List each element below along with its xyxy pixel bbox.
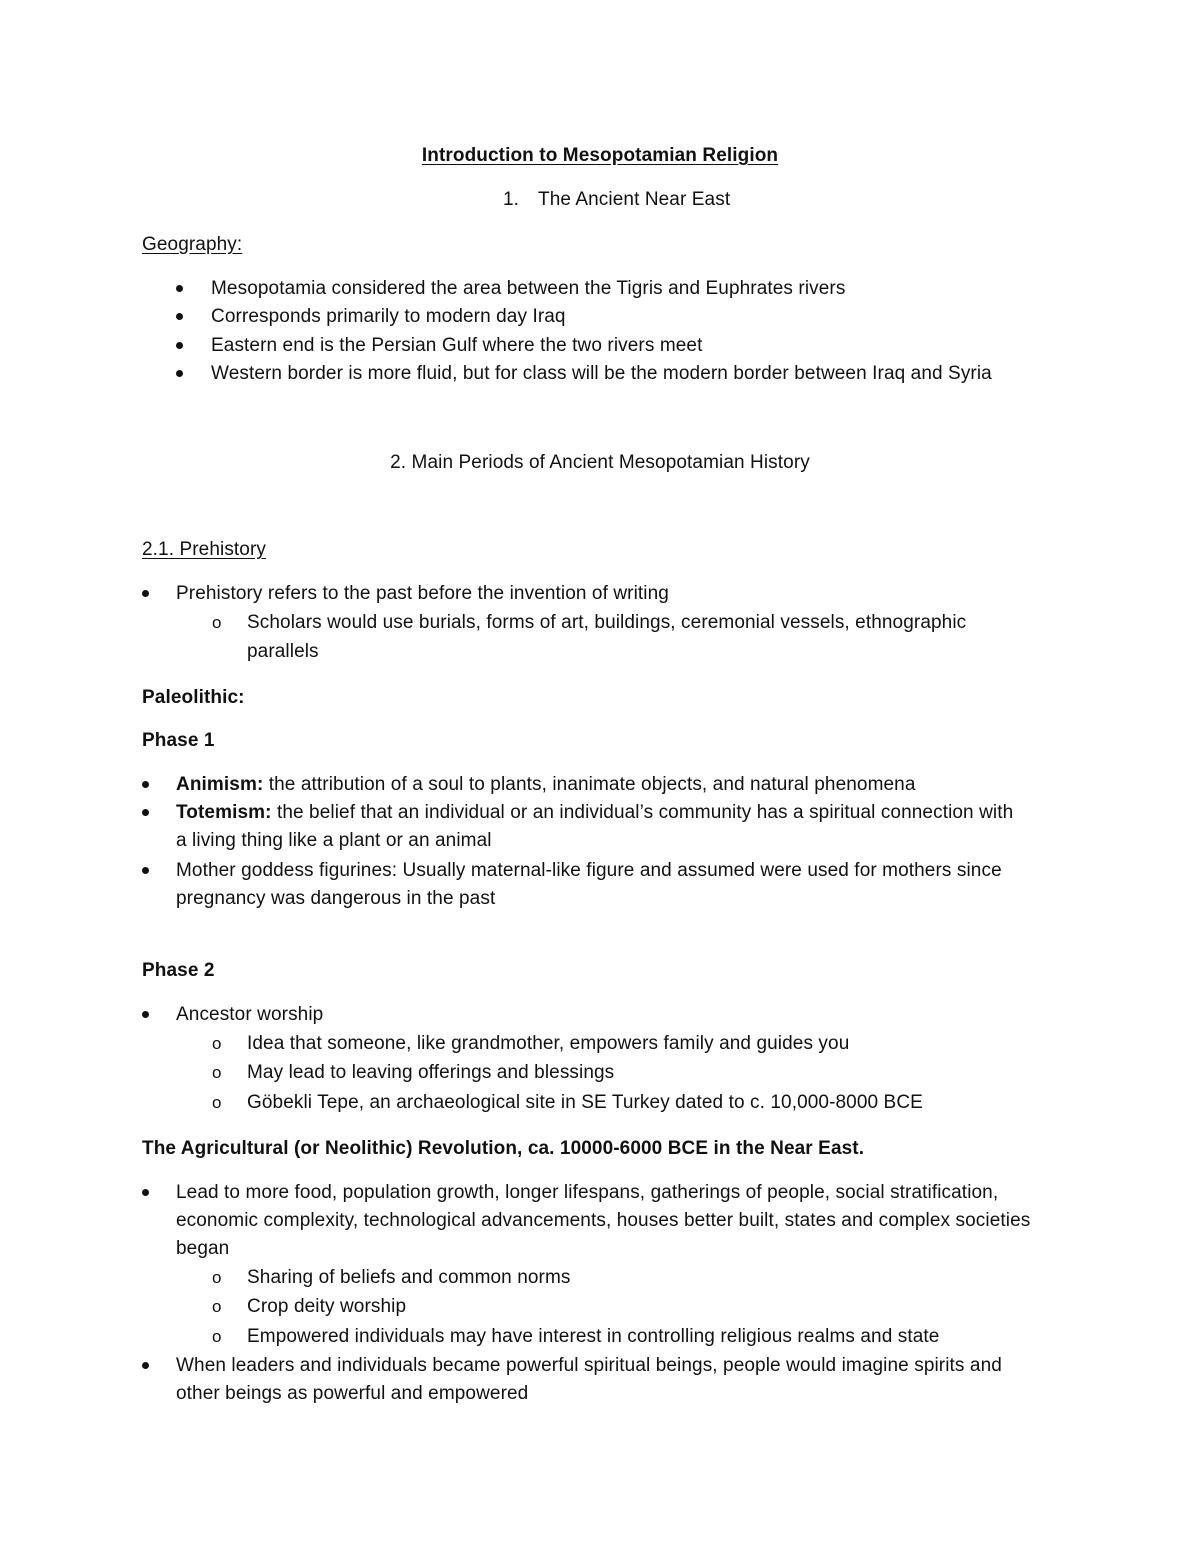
totemism-definition: the belief that an individual or an individual’s community has a spiritual connection with: [276, 802, 1014, 823]
spiritual-beings-item: When leaders and individuals became powerful spiritual beings, people would imagine spirits and: [176, 1355, 1002, 1376]
sub-bullet-icon: o: [212, 613, 222, 632]
geography-item: Eastern end is the Persian Gulf where the two rivers meet: [211, 335, 703, 356]
geography-item: Mesopotamia considered the area between the Tigris and Euphrates rivers: [211, 278, 846, 299]
sub-bullet-icon: o: [212, 1327, 222, 1346]
agricultural-item: Lead to more food, population growth, longer lifespans, gatherings of people, social stratification,: [176, 1182, 999, 1203]
agricultural-item-continued: began: [176, 1238, 230, 1259]
prehistory-sub-item: Scholars would use burials, forms of art, buildings, ceremonial vessels, ethnographic: [247, 612, 967, 633]
bullet-icon: [176, 313, 183, 320]
bullet-icon: [142, 809, 149, 816]
animism-item: [176, 773, 916, 797]
ancestor-worship-item: Ancestor worship: [176, 1004, 324, 1025]
phase-2-heading: Phase 2: [142, 960, 215, 981]
bullet-icon: [142, 781, 149, 788]
document-title: Introduction to Mesopotamian Religion: [421, 145, 779, 166]
geography-item: Corresponds primarily to modern day Iraq: [211, 306, 566, 327]
phase-2-sub-item: Idea that someone, like grandmother, empowers family and guides you: [247, 1033, 850, 1054]
phase-2-sub-item: May lead to leaving offerings and blessings: [247, 1062, 615, 1083]
section-2-heading: 2. Main Periods of Ancient Mesopotamian History: [390, 452, 810, 473]
animism-term: Animism:: [176, 774, 264, 795]
agricultural-revolution-heading: The Agricultural (or Neolithic) Revolution, ca. 10000-6000 BCE in the Near East.: [142, 1138, 865, 1159]
agricultural-sub-item: Empowered individuals may have interest in controlling religious realms and state: [247, 1326, 940, 1347]
paleolithic-heading: Paleolithic:: [142, 687, 245, 708]
sub-bullet-icon: o: [212, 1268, 222, 1287]
agricultural-item-continued: economic complexity, technological advancements, houses better built, states and complex societies: [176, 1210, 1031, 1231]
sub-bullet-icon: o: [212, 1063, 222, 1082]
mother-goddess-item-continued: pregnancy was dangerous in the past: [176, 888, 496, 909]
agricultural-sub-item: Sharing of beliefs and common norms: [247, 1267, 571, 1288]
sub-bullet-icon: o: [212, 1093, 222, 1112]
phase-2-sub-item: Göbekli Tepe, an archaeological site in SE Turkey dated to c. 10,000-8000 BCE: [247, 1092, 923, 1113]
spiritual-beings-item-continued: other beings as powerful and empowered: [176, 1383, 529, 1404]
bullet-icon: [142, 1362, 149, 1369]
section-1-heading: The Ancient Near East: [538, 189, 731, 210]
geography-item: Western border is more fluid, but for class will be the modern border between Iraq and Syria: [211, 363, 992, 384]
bullet-icon: [142, 1189, 149, 1196]
totemism-definition-continued: a living thing like a plant or an animal: [176, 830, 492, 851]
bullet-icon: [142, 1011, 149, 1018]
phase-1-heading: Phase 1: [142, 730, 215, 751]
totemism-item: [176, 801, 1013, 825]
bullet-icon: [176, 370, 183, 377]
sub-bullet-icon: o: [212, 1034, 222, 1053]
mother-goddess-item: Mother goddess figurines: Usually maternal-like figure and assumed were used for mothers since: [176, 860, 1002, 881]
totemism-term: Totemism:: [176, 802, 272, 823]
bullet-icon: [176, 285, 183, 292]
prehistory-heading: 2.1. Prehistory: [142, 539, 266, 560]
prehistory-item: Prehistory refers to the past before the invention of writing: [176, 583, 669, 604]
section-1-number: 1.: [503, 189, 520, 210]
bullet-icon: [176, 342, 183, 349]
agricultural-sub-item: Crop deity worship: [247, 1296, 407, 1317]
geography-heading: Geography:: [142, 234, 243, 255]
sub-bullet-icon: o: [212, 1297, 222, 1316]
bullet-icon: [142, 590, 149, 597]
bullet-icon: [142, 867, 149, 874]
animism-definition: the attribution of a soul to plants, inanimate objects, and natural phenomena: [268, 774, 916, 795]
prehistory-sub-item-continued: parallels: [247, 641, 319, 662]
